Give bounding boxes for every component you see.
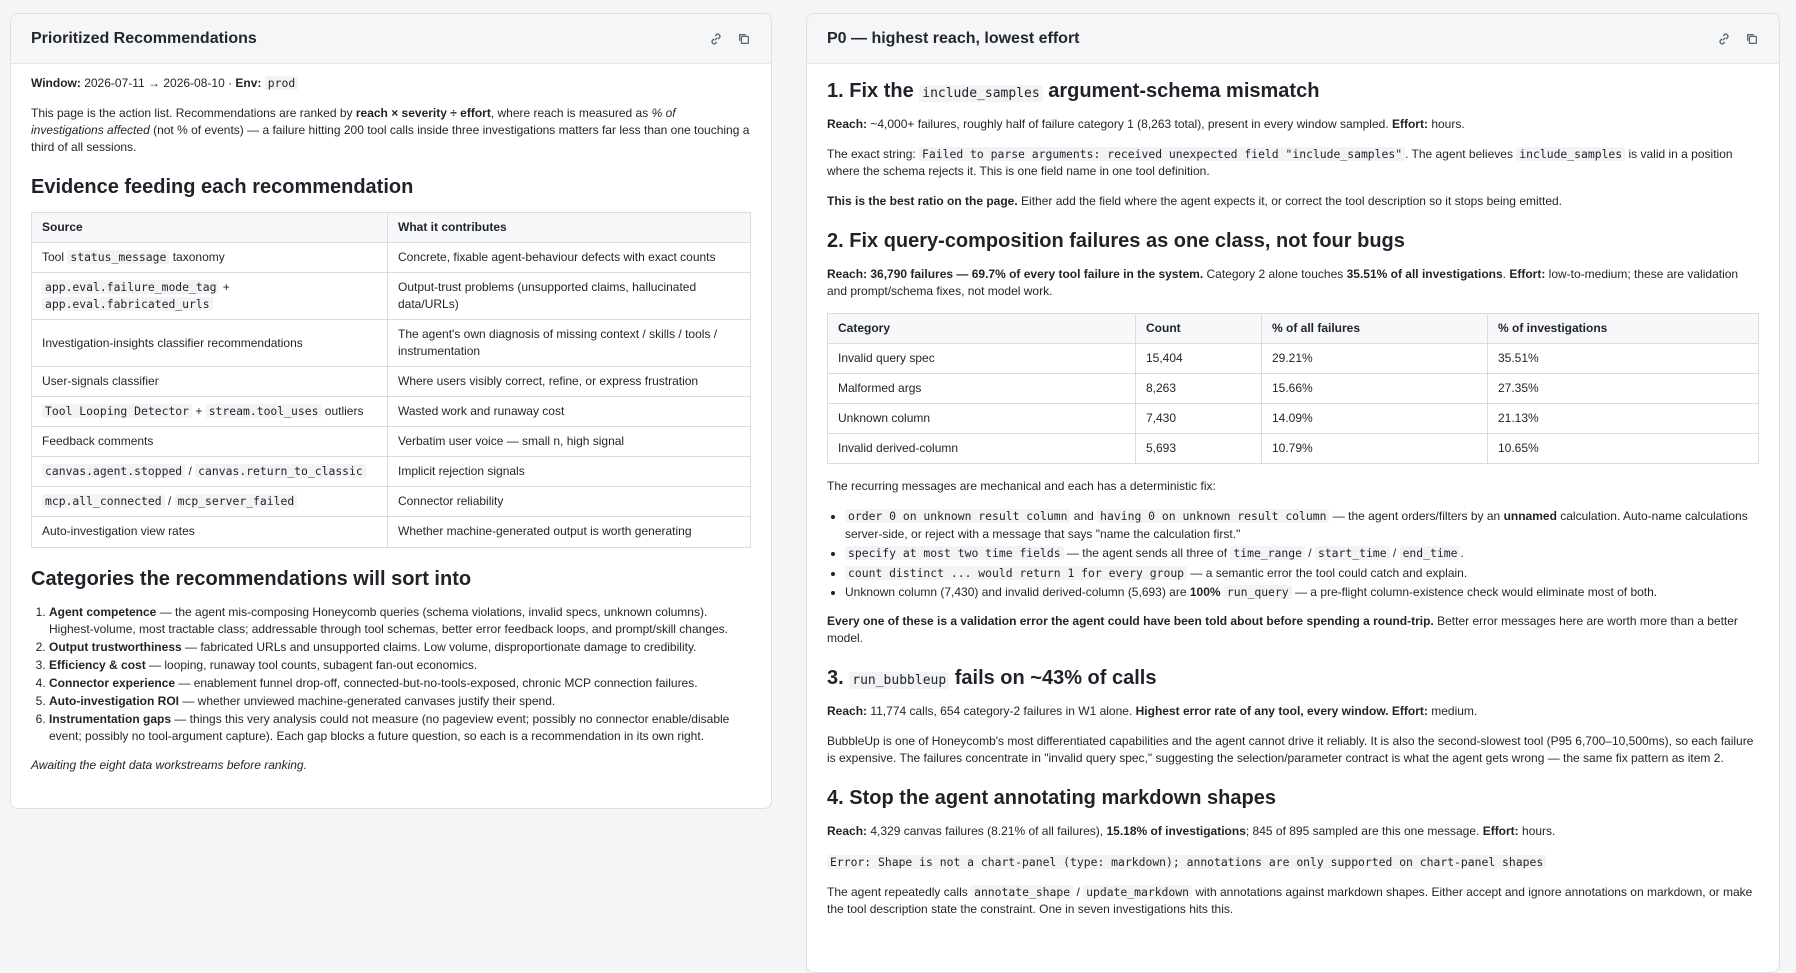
section-4-detail: The agent repeatedly calls annotate_shape / update_markdown with annotations against markdown shapes. Either accept and ignore annotations on markdown, or make the tool description state the constraint. One in seven investigations hits this. xyxy=(827,884,1753,916)
failure-category-table xyxy=(827,313,1759,464)
list-item: 6. Instrumentation gaps — things this very analysis could not measure (no pageview event; possibly no connector enable/disable event; possibly no tool-argument capture). Each gap blocks a future question, so each is a recommendation in its own right. xyxy=(49,711,751,745)
section-1-reach: Reach: ~4,000+ failures, roughly half of failure category 1 (8,263 total), present in every window sampled. Effort: hours. xyxy=(827,117,1465,131)
list-item: • specify at most two time fields — the agent sends all three of time_range / start_time / end_time . xyxy=(845,545,1759,562)
contribution-cell: Output-trust problems (unsupported claims, hallucinated data/URLs) xyxy=(388,273,751,320)
table-cell: Invalid derived-column xyxy=(828,434,1136,464)
panel-header xyxy=(807,14,1779,64)
panel-title: Prioritized Recommendations xyxy=(31,29,257,47)
source-cell: User-signals classifier xyxy=(32,367,388,397)
contribution-cell: Connector reliability xyxy=(388,487,751,517)
source-cell: Feedback comments xyxy=(32,427,388,457)
panel-body xyxy=(11,64,771,774)
table-cell: 10.79% xyxy=(1262,434,1488,464)
categories-list xyxy=(31,604,751,745)
table-cell: 15,404 xyxy=(1136,344,1262,374)
column-header: Count xyxy=(1136,314,1262,344)
source-cell: app.eval.failure_mode_tag + app.eval.fabricated_urls xyxy=(32,273,388,320)
panel-header xyxy=(11,14,771,64)
list-item: 1. Agent competence — the agent mis-composing Honeycomb queries (schema violations, invalid specs, unknown columns). Highest-volume, most tractable class; addressable through tool schemas, better error feedback loops, and prompt/skill changes. xyxy=(49,604,751,638)
contribution-cell: Concrete, fixable agent-behaviour defects with exact counts xyxy=(388,243,751,273)
copy-icon[interactable] xyxy=(1745,32,1759,46)
list-item: 4. Connector experience — enablement funnel drop-off, connected-but-no-tools-exposed, chronic MCP connection failures. xyxy=(49,675,751,692)
table-cell: 27.35% xyxy=(1488,374,1759,404)
table-row xyxy=(828,374,1759,404)
table-row xyxy=(32,273,751,320)
table-row xyxy=(32,487,751,517)
table-row xyxy=(32,427,751,457)
table-row xyxy=(32,367,751,397)
table-row xyxy=(828,344,1759,374)
source-cell: Investigation-insights classifier recommendations xyxy=(32,320,388,367)
link-icon[interactable] xyxy=(709,32,723,46)
source-cell: canvas.agent.stopped / canvas.return_to_classic xyxy=(32,457,388,487)
list-item: 2. Output trustworthiness — fabricated URLs and unsupported claims. Low volume, disproportionate damage to credibility. xyxy=(49,639,751,656)
table-cell: 14.09% xyxy=(1262,404,1488,434)
contribution-cell: Whether machine-generated output is worth generating xyxy=(388,517,751,547)
panel-body xyxy=(807,64,1779,918)
evidence-table xyxy=(31,212,751,547)
table-cell: 35.51% xyxy=(1488,344,1759,374)
section-3-heading: 3. run_bubbleup fails on ~43% of calls xyxy=(827,667,1157,690)
table-cell: 8,263 xyxy=(1136,374,1262,404)
source-cell: mcp.all_connected / mcp_server_failed xyxy=(32,487,388,517)
contribution-cell: Where users visibly correct, refine, or express frustration xyxy=(388,367,751,397)
section-1-detail: The exact string: Failed to parse arguments: received unexpected field "include_samples" . The agent believes include_samples is valid in a position where the schema rejects it. This is one field name in one tool definition. xyxy=(827,147,1733,179)
source-cell: Auto-investigation view rates xyxy=(32,517,388,547)
panel-title: P0 — highest reach, lowest effort xyxy=(827,29,1080,47)
table-cell: 5,693 xyxy=(1136,434,1262,464)
table-row xyxy=(32,517,751,547)
contribution-cell: The agent's own diagnosis of missing context / skills / tools / instrumentation xyxy=(388,320,751,367)
section-1-heading: 1. Fix the include_samples argument-schema mismatch xyxy=(827,80,1320,102)
column-header: Category xyxy=(828,314,1136,344)
table-cell: 29.21% xyxy=(1262,344,1488,374)
window-line: Window: 2026-07-11 → 2026-08-10 · Env: prod xyxy=(31,75,751,92)
table-cell: 10.65% xyxy=(1488,434,1759,464)
table-row xyxy=(828,404,1759,434)
list-item: • Unknown column (7,430) and invalid derived-column (5,693) are 100% run_query — a pre-flight column-existence check would eliminate most of both. xyxy=(845,584,1759,601)
source-cell: Tool Looping Detector + stream.tool_uses outliers xyxy=(32,397,388,427)
p0-panel xyxy=(806,13,1780,973)
column-header: % of investigations xyxy=(1488,314,1759,344)
section-4-error: Error: Shape is not a chart-panel (type: markdown); annotations are only supported on chart-panel shapes xyxy=(827,854,1759,871)
table-row xyxy=(828,434,1759,464)
prioritized-recommendations-panel xyxy=(10,13,772,809)
categories-heading: Categories the recommendations will sort into xyxy=(31,567,472,590)
table-cell: 15.66% xyxy=(1262,374,1488,404)
column-header: What it contributes xyxy=(388,213,751,243)
section-4-heading: 4. Stop the agent annotating markdown shapes xyxy=(827,787,1276,810)
section-4-reach: Reach: 4,329 canvas failures (8.21% of all failures), 15.18% of investigations; 845 of 895 sampled are this one message. Effort: hours. xyxy=(827,824,1556,839)
table-cell: 7,430 xyxy=(1136,404,1262,434)
copy-icon[interactable] xyxy=(737,32,751,46)
link-icon[interactable] xyxy=(1717,32,1731,46)
contribution-cell: Implicit rejection signals xyxy=(388,457,751,487)
table-cell: Malformed args xyxy=(828,374,1136,404)
fix-list xyxy=(827,508,1759,601)
contribution-cell: Verbatim user voice — small n, high signal xyxy=(388,427,751,457)
list-item: 3. Efficiency & cost — looping, runaway tool counts, subagent fan-out economics. xyxy=(49,657,751,674)
section-3-detail: BubbleUp is one of Honeycomb's most differentiated capabilities and the agent cannot drive it reliably. It is also the second-slowest tool (P95 6,700–10,500ms), so each failure is expensive. The failures concentrate in "invalid query spec," suggesting the selection/parameter contract is what the agent gets wrong — the same fix pattern as item 2. xyxy=(827,734,1754,766)
table-row xyxy=(32,320,751,367)
table-row xyxy=(32,397,751,427)
footer-note: Awaiting the eight data workstreams before ranking. xyxy=(31,757,307,772)
section-2-closing: Every one of these is a validation error the agent could have been told about before spending a round-trip. Better error messages here are worth more than a better model. xyxy=(827,614,1738,646)
list-item: 5. Auto-investigation ROI — whether unviewed machine-generated canvases justify their spend. xyxy=(49,693,751,710)
table-cell: Unknown column xyxy=(828,404,1136,434)
table-row xyxy=(32,243,751,273)
evidence-heading: Evidence feeding each recommendation xyxy=(31,176,414,199)
contribution-cell: Wasted work and runaway cost xyxy=(388,397,751,427)
table-row xyxy=(32,457,751,487)
list-item: • count distinct ... would return 1 for every group — a semantic error the tool could catch and explain. xyxy=(845,565,1759,582)
section-3-reach: Reach: 11,774 calls, 654 category-2 failures in W1 alone. Highest error rate of any tool, every window. Effort: medium. xyxy=(827,704,1478,719)
column-header: Source xyxy=(32,213,388,243)
list-item: • order 0 on unknown result column and having 0 on unknown result column — the agent orders/filters by an unnamed calculation. Auto-name calculations server-side, or reject with a message that says "name the calculation first." xyxy=(845,508,1759,543)
recurring-intro: The recurring messages are mechanical and each has a deterministic fix: xyxy=(827,479,1216,494)
section-2-heading: 2. Fix query-composition failures as one class, not four bugs xyxy=(827,230,1405,253)
intro-paragraph: This page is the action list. Recommendations are ranked by reach × severity ÷ effort, where reach is measured as % of investigations affected (not % of events) — a failure hitting 200 tool calls inside three investigations matters far less than one touching a third of all sessions. xyxy=(31,106,750,155)
table-cell: Invalid query spec xyxy=(828,344,1136,374)
section-1-ratio: This is the best ratio on the page. Either add the field where the agent expects it, or correct the tool description so it stops being emitted. xyxy=(827,194,1563,209)
section-2-reach: Reach: 36,790 failures — 69.7% of every tool failure in the system. Category 2 alone touches 35.51% of all investigations. Effort: low-to-medium; these are validation and prompt/schema fixes, not model work. xyxy=(827,267,1739,299)
table-cell: 21.13% xyxy=(1488,404,1759,434)
source-cell: Tool status_message taxonomy xyxy=(32,243,388,273)
column-header: % of all failures xyxy=(1262,314,1488,344)
